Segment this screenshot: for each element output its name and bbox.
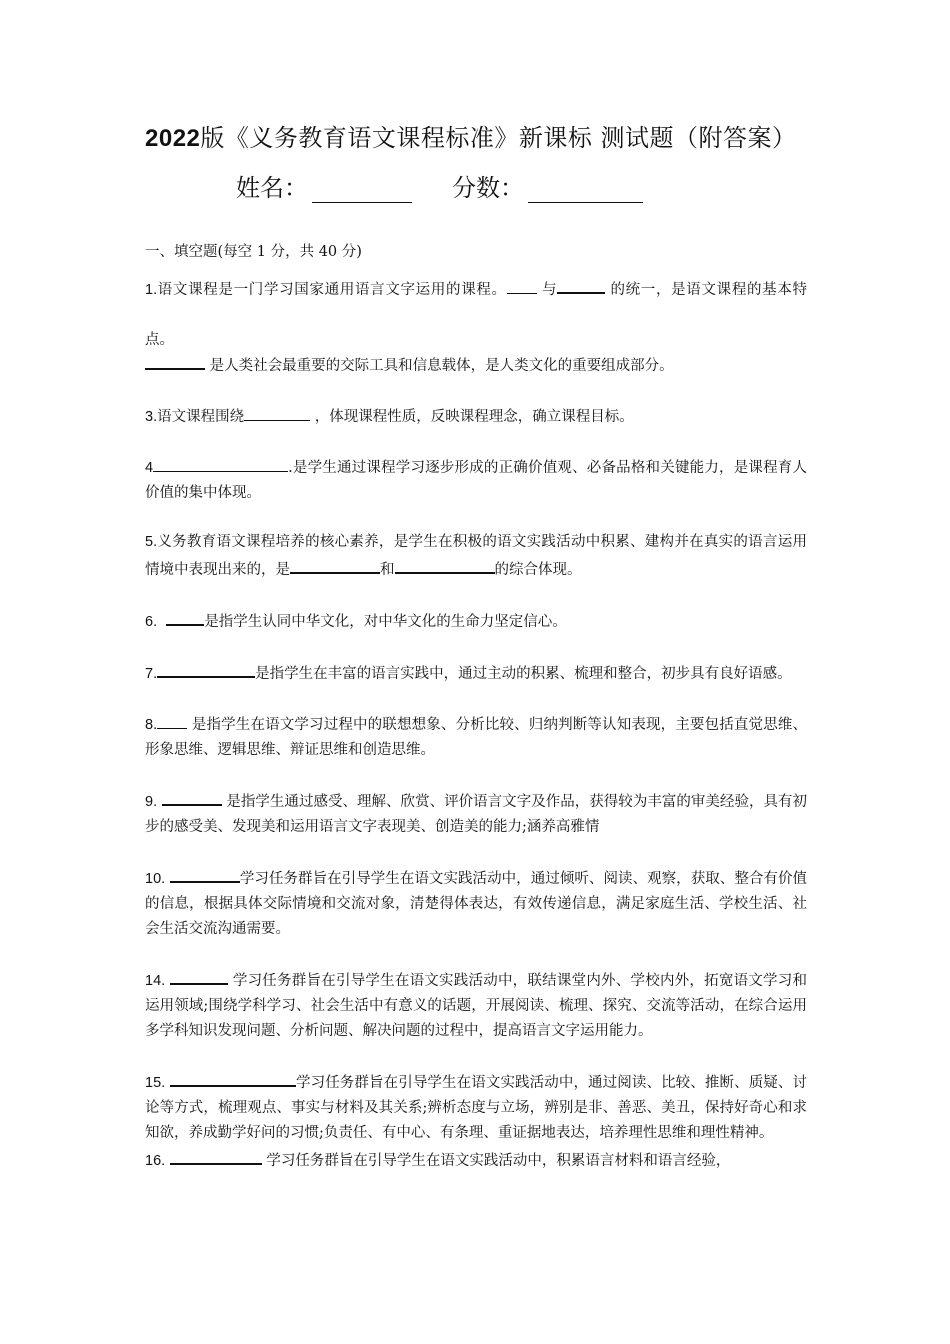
blank[interactable] — [557, 275, 605, 294]
blank[interactable] — [153, 454, 288, 472]
question-14: 14. 学习任务群旨在引导学生在语文实践活动中，联结课堂内外、学校内外，拓宽语文学习和运用领域;围绕学科学习、社会生活中有意义的话题，开展阅读、梳理、探究、交流等活动，在综合运用多学科知识发现问题、分析问题、解决问题的过程中，提高语言文字运用能力。 — [145, 966, 807, 1044]
question-5: 5.义务教育语文课程培养的核心素养，是学生在积极的语文实践活动中积累、建构并在真实的语言运用情境中表现出来的，是 和 的综合体现。 — [145, 534, 807, 578]
blank[interactable] — [170, 864, 240, 883]
question-15: 15. 学习任务群旨在引导学生在语文实践活动中，通过阅读、比较、推断、质疑、讨论等方式，梳理观点、事实与材料及其关系;辨析态度与立场，辨别是非、善恶、美丑，保持好奇心和求知欲，养成勤学好问的习惯;负责任、有中心、有条理、重证据地表达，培养理性思维和理性精神。 — [145, 1068, 807, 1146]
score-label: 分数： — [452, 174, 524, 202]
question-8: 8. 是指学生在语文学习过程中的联想想象、分析比较、归纳判断等认知表现，主要包括直觉思维、形象思维、逻辑思维、辩证思维和创造思维。 — [145, 711, 807, 763]
question-body — [145, 240, 807, 1174]
question-7: 7. 是指学生在丰富的语言实践中，通过主动的积累、梳理和整合，初步具有良好语感。 — [145, 659, 807, 687]
blank[interactable] — [145, 351, 205, 370]
question-6: 6. 是指学生认同中华文化，对中华文化的生命力坚定信心。 — [145, 607, 807, 635]
blank[interactable] — [244, 403, 310, 421]
score-field[interactable] — [528, 168, 643, 203]
title-year: 2022 — [145, 125, 201, 152]
question-4: 4 .是学生通过课程学习逐步形成的正确价值观、必备品格和关键能力，是课程育人价值的集中体现。 — [145, 454, 807, 506]
question-16: 16. 学习任务群旨在引导学生在语文实践活动中，积累语言材料和语言经验， — [145, 1146, 807, 1174]
blank[interactable] — [395, 555, 495, 574]
section-heading: 一、填空题(每空 1 分，共 40 分) — [145, 244, 362, 260]
name-score-row — [236, 168, 643, 203]
question-3: 3.语文课程围绕 ，体现课程性质，反映课程理念，确立课程目标。 — [145, 403, 807, 430]
blank[interactable] — [170, 1146, 262, 1165]
blank[interactable] — [157, 711, 187, 729]
blank[interactable] — [170, 1068, 296, 1087]
blank[interactable] — [162, 787, 222, 806]
page-title — [145, 118, 845, 153]
name-label: 姓名： — [236, 174, 308, 202]
question-9: 9. 是指学生通过感受、理解、欣赏、评价语言文字及作品，获得较为丰富的审美经验，具有初步的感受美、发现美和运用语言文字表现美、创造美的能力;涵养高雅情 — [145, 787, 807, 840]
name-field[interactable] — [312, 168, 412, 203]
question-10: 10. 学习任务群旨在引导学生在语文实践活动中，通过倾听、阅读、观察，获取、整合有价值的信息，根据具体交际情境和交流对象，清楚得体表达，有效传递信息，满足家庭生活、学校生活、社会生活交流沟通需要。 — [145, 864, 807, 942]
title-text: 版《义务教育语文课程标准》新课标 测试题（附答案） — [200, 124, 797, 152]
blank[interactable] — [290, 555, 380, 574]
blank[interactable] — [507, 276, 537, 294]
question-1-cont: 是人类社会最重要的交际工具和信息载体，是人类文化的重要组成部分。 — [145, 351, 807, 379]
blank[interactable] — [170, 966, 228, 985]
blank[interactable] — [166, 607, 204, 626]
blank[interactable] — [157, 659, 255, 678]
question-1: 1.语文课程是一门学习国家通用语言文字运用的课程。 与 的统一，是语文课程的基本特点。 — [145, 265, 807, 365]
